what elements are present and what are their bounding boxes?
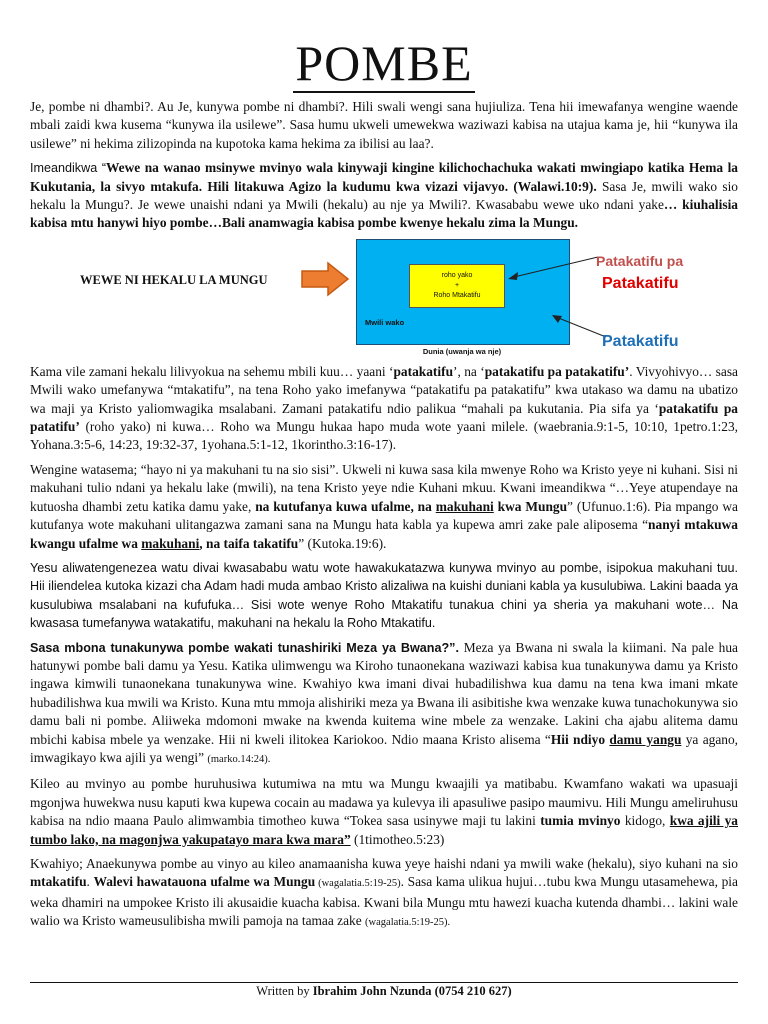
holy-place-label: Patakatifu: [602, 332, 679, 350]
footer-divider: [30, 982, 738, 983]
footer-author: Written by Ibrahim John Nzunda (0754 210 627): [256, 984, 512, 998]
page-title: POMBE: [295, 35, 473, 91]
temple-diagram: [30, 239, 738, 357]
paragraph-scripture-walawi: Imeandikwa “Wewe na wanao msinywe mvinyo wala kinywaji kingine kilichochachuka wakati mwingiapo katika Hema la Kukutania, la sivyo mtakufa. Hili litakuwa Agizo la kudumu kwa vizazi vijavyo. (Walawi.10:9). Sasa Je, mwili wako sio hekalu la Mungu?. Je wewe unaishi ndani ya Mwili (hekalu) au nje ya Mwili?. Kwasababu wewe uko ndani yake… kiuhalisia kabisa mtu hanywi hiyo pombe…Bali anamwagia kabisa pombe kwenye hekalu zima la Mungu.: [30, 160, 738, 231]
pointer-arrow-icon: [500, 253, 600, 283]
paragraph-temple-parts: Kama vile zamani hekalu lilivyokua na sehemu mbili kuu… yaani ‘patakatifu’, na ‘patakatifu pa patakatifu’. Vivyohivyo… sasa Mwili wako umefanywa “mtakatifu”, na tena Roho yako imefanywa “patakatifu pa patakatifu” kwa utakaso wa damu na ubatizo wa maji ya Kristo yaliomwagika msalabani. Zamani patakatifu ndio palikua “mahali pa kukutania. Pia sifa ya ‘patakatifu pa patatifu’ (roho yako) ni kuwa… Roho wa Mungu hukaa hapo muda wote yaani milele. (waebrania.9:1-5, 10:10, 1petro.1:23, Yohana.3:5-6, 14:23, 19:32-37, 1yohana.5:1-12, 1korintho.3:16-17).: [30, 363, 738, 453]
paragraph-conclusion: Kwahiyo; Anaekunywa pombe au vinyo au kileo anamaanisha kuwa yeye haishi ndani ya mwili wake (hekalu), siyo kuhani na sio mtakatifu. Walevi hawatauona ufalme wa Mungu (wagalatia.5:19-25). Sasa kama ulikua hujui…tubu kwa Mungu utasamehewa, pia weka dhamiri na umpokee Kristo ili akusaidie kuacha kabisa. Kwani bila Mungu mtu hawezi kuacha kutenda dhambi… lakini wale walio wa Kristo wameusulibisha mwili pamoja na tamaa zake (wagalatia.5:19-25).: [30, 856, 738, 929]
document-page: [30, 36, 738, 939]
paragraph-jesus-wine: Yesu aliwatengenezea watu divai kwasababu watu wote hawakukatazwa kunywa mvinyo au pombe, isipokua makuhani tuu. Hii iliendelea kutoka kizazi cha Adam hadi muda ambao Kristo alizaliwa na kuishi duniani kabla ya kusulubiwa. Lakini baada ya kusulubiwa msalabani na kufufuka… Sisi wote wenye Roho Mtakatifu tunakua chini ya sheria ya makuhani wote… Na kwasasa tumefanywa watakatifu, makuhani na hekalu la Roho Mtakatifu.: [30, 560, 738, 631]
paragraph-priests: Wengine watasema; “hayo ni ya makuhani tu na sio sisi”. Ukweli ni kuwa sasa kila mwenye Roho wa Kristo yeye ni kuhani. Sisi ni makuhani tulio ndani ya hekalu lake (mwili), na tena Kristo yeye ndie Kuhani mkuu. Kwani imeandikwa “…Yeye atupendaye na kutuosha dhambi zetu katika damu yake, na kutufanya kuwa ufalme, na makuhani kwa Mungu” (Ufunuo.1:6). Pia mpango wa kutufanya wote makuhani ulitangazwa zamani sana na Mungu hata kabla ya kupewa amri zake pale aliposema “nanyi mtakuwa kwangu ufalme wa makuhani, na taifa takatifu” (Kutoka.19:6).: [30, 461, 738, 551]
holy-of-holies-label-line2: Patakatifu: [602, 274, 679, 292]
paragraph-intro: Je, pombe ni dhambi?. Au Je, kunywa pombe ni dhambi?. Hili swali wengi sana hujiuliza. Tena hii imewafanya wengine waende mbali zaidi kwa kusema “kunywa ila usilewe”. Sasa humu ukweli umewekwa waziwazi kabisa na utajua kama je, hii “kunywa ila usilewe” ni hekima zilizopinda na kupotoka kama hekima za ibilisi au laa?.: [30, 99, 738, 151]
diagram-label: WEWE NI HEKALU LA MUNGU: [80, 272, 268, 287]
dunia-label: Dunia (uwanja wa nje): [422, 346, 502, 356]
arrow-right-icon: [300, 261, 350, 297]
holy-of-holies-box: roho yako + Roho Mtakatifu: [409, 264, 505, 308]
paragraph-lords-supper: Sasa mbona tunakunywa pombe wakati tunashiriki Meza ya Bwana?”. Meza ya Bwana ni swala la kiimani. Na pale hua hatunywi pombe bali damu ya Yesu. Katika ulimwengu wa Kiroho tunaonekana waziwazi kabisa kua tunakunywa damu ya Kristo ingawa kimwili tunaonekana tunakunywa wine. Kwahiyo kwa imani divai hubadilishwa kua damu na tena kwa imani mkate hubadilishwa kua mwili wa Kristo. Kuna mtu mmoja alishiriki meza ya Bwana ili asibitishe kwa wenzake kuwa tunachokunywa sio damu bali ni pombe. Aliiweka mdomoni mwake na kwenda kuitema wine mbele za wenzake. Lakini cha ajabu alitema damu mbichi kabisa mbele ya wenzake. Hii ni kweli ilitokea Kariokoo. Ndio maana Kristo alisema “Hii ndiyo damu yangu ya agano, imwagikayo kwa ajili ya wengi” (marko.14:24).: [30, 639, 739, 765]
pointer-arrow-icon: [550, 313, 610, 343]
paragraph-medical-use: Kileo au mvinyo au pombe huruhusiwa kutumiwa na mtu wa Mungu kwaajili ya matibabu. Kwamfano wakati wa upasuaji mgonjwa huwekwa nusu kaputi kwa kupewa cocain au madawa ya kulevya ili apasuliwe pasipo maumivu. Hili Mungu ameliruhusu kabisa na ndio maana Paulo alimwambia timotheo kuwa “Tokea sasa usinywe maji tu lakini tumia mvinyo kidogo, kwa ajili ya tumbo lako, na magonjwa yakupatayo mara kwa mara” (1timotheo.5:23): [30, 776, 739, 847]
mwili-label: Mwili wako: [365, 317, 405, 327]
holy-of-holies-label-line1: Patakatifu pa: [596, 252, 684, 269]
